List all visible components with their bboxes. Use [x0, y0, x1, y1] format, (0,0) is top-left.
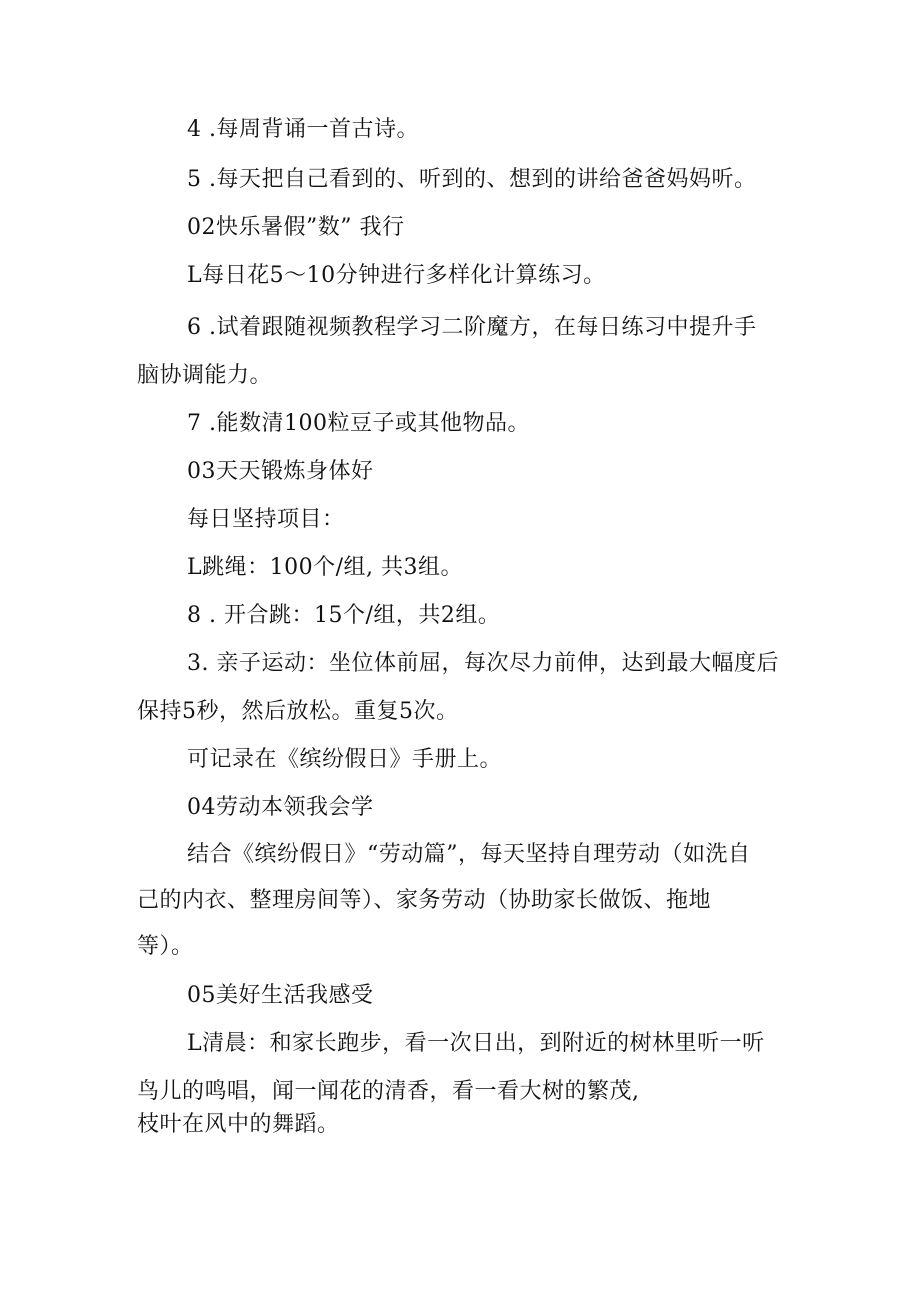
- line-tell-parents: 5 .每天把自己看到的、听到的、想到的讲给爸爸妈妈听。: [187, 167, 757, 192]
- heading-life: 05美好生活我感受: [187, 983, 374, 1008]
- line-morning-cont: 鸟儿的鸣唱，闻一闻花的清香，看一看大树的繁茂,: [137, 1079, 640, 1104]
- line-morning-end: 枝叶在风中的舞蹈。: [137, 1112, 340, 1137]
- line-calculation-practice: L每日花5〜10分钟进行多样化计算练习。: [187, 263, 606, 288]
- line-rubiks-cube: 6 .试着跟随视频教程学习二阶魔方，在每日练习中提升手: [187, 315, 757, 340]
- line-parent-child-sport-cont: 保持5秒，然后放松。重复5次。: [137, 699, 459, 724]
- line-recite-poem: 4 .每周背诵一首古诗。: [187, 117, 419, 142]
- line-jumping-jacks: 8 . 开合跳：15个/组，共2组。: [187, 603, 501, 628]
- line-jump-rope: L跳绳：100个/组, 共3组。: [187, 555, 463, 580]
- line-morning: L清晨：和家长跑步，看一次日出，到附近的树林里听一听: [187, 1031, 765, 1056]
- line-count-beans: 7 .能数清100粒豆子或其他物品。: [187, 411, 530, 436]
- line-parent-child-sport: 3. 亲子运动：坐位体前屈，每次尽力前伸，达到最大幅度后: [187, 651, 779, 676]
- line-daily-items: 每日坚持项目：: [187, 507, 345, 532]
- line-labor-desc: 结合《缤纷假日》“劳动篇”，每天坚持自理劳动（如洗自: [187, 842, 751, 867]
- line-rubiks-cube-cont: 脑协调能力。: [137, 363, 273, 388]
- line-labor-desc-end: 等）。: [137, 934, 194, 959]
- heading-exercise: 03天天锻炼身体好: [187, 459, 374, 484]
- heading-labor: 04劳动本领我会学: [187, 795, 374, 820]
- line-labor-desc-cont: 己的内衣、整理房间等）、家务劳动（协助家长做饭、拖地: [137, 888, 712, 913]
- heading-math: 02快乐暑假”数” 我行: [187, 215, 405, 240]
- line-record-handbook: 可记录在《缤纷假日》手册上。: [187, 747, 503, 772]
